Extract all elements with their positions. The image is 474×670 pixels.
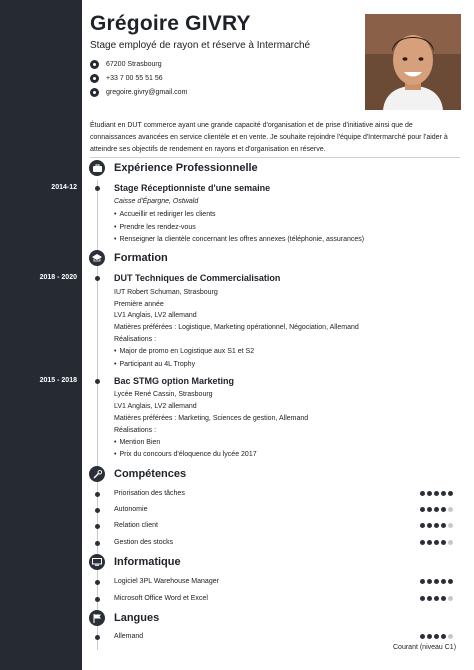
timeline-dot <box>95 276 100 281</box>
timeline-dot <box>95 508 100 513</box>
education-bullet: • Prix du concours d'éloquence du lycée 2017 <box>114 451 257 458</box>
education-line: Lycée René Cassin, Strasbourg <box>114 391 213 398</box>
education-bullet: • Major de promo en Logistique aux S1 et S2 <box>114 348 254 355</box>
skill-name: Priorisation des tâches <box>114 490 185 497</box>
education-line: IUT Robert Schuman, Strasbourg <box>114 289 218 296</box>
timeline-dot <box>95 597 100 602</box>
experience-bullet: • Accueillir et rediriger les clients <box>114 211 216 218</box>
email-icon <box>90 88 99 97</box>
rating-dot-filled <box>441 540 446 545</box>
timeline-dot <box>95 379 100 384</box>
graduation-cap-icon <box>89 250 105 266</box>
language-name: Allemand <box>114 633 144 640</box>
experience-organization: Caisse d'Épargne, Ostwald <box>114 198 199 205</box>
skill-rating <box>420 523 453 528</box>
timeline-dot <box>95 541 100 546</box>
education-line: Matières préférées : Logistique, Marketing opérationnel, Négociation, Allemand <box>114 324 359 331</box>
education-title: DUT Techniques de Commercialisation <box>114 273 281 283</box>
education-line: LV1 Anglais, LV2 allemand <box>114 403 197 410</box>
rating-dot-filled <box>427 596 432 601</box>
languages-section-title: Langues <box>114 612 160 624</box>
rating-dot-filled <box>420 507 425 512</box>
contact-location <box>90 60 162 69</box>
rating-dot-filled <box>434 540 439 545</box>
experience-section-title: Expérience Professionnelle <box>114 162 258 174</box>
rating-dot-filled <box>434 507 439 512</box>
divider <box>90 157 460 158</box>
it-skill-name: Logiciel 3PL Warehouse Manager <box>114 578 219 585</box>
job-target-title: Stage employé de rayon et réserve à Intermarché <box>90 40 311 51</box>
timeline-dot <box>95 492 100 497</box>
education-section-title: Formation <box>114 252 168 264</box>
rating-dot-empty <box>448 523 453 528</box>
rating-dot-filled <box>448 491 453 496</box>
rating-dot-filled <box>441 491 446 496</box>
skill-rating <box>420 491 453 496</box>
timeline-dot <box>95 580 100 585</box>
rating-dot-filled <box>420 523 425 528</box>
rating-dot-empty <box>448 507 453 512</box>
education-line: LV1 Anglais, LV2 allemand <box>114 312 197 319</box>
rating-dot-filled <box>441 634 446 639</box>
rating-dot-filled <box>434 634 439 639</box>
education-date: 2015 - 2018 <box>39 377 77 384</box>
rating-dot-filled <box>427 634 432 639</box>
skill-name: Gestion des stocks <box>114 539 174 546</box>
experience-bullet: • Prendre les rendez-vous <box>114 224 196 231</box>
it-skill-name: Microsoft Office Word et Excel <box>114 595 208 602</box>
rating-dot-filled <box>427 507 432 512</box>
rating-dot-filled <box>441 507 446 512</box>
it-skill-rating <box>420 579 453 584</box>
profile-photo <box>365 14 461 110</box>
rating-dot-filled <box>441 596 446 601</box>
rating-dot-filled <box>420 540 425 545</box>
contact-phone-text: +33 7 00 55 51 56 <box>106 75 163 82</box>
skill-rating <box>420 540 453 545</box>
rating-dot-empty <box>448 540 453 545</box>
experience-bullet: • Renseigner la clientèle concernant les offres annexes (téléphonie, assurances) <box>114 236 364 243</box>
rating-dot-filled <box>434 523 439 528</box>
experience-title: Stage Réceptionniste d'une semaine <box>114 183 271 193</box>
rating-dot-filled <box>420 634 425 639</box>
candidate-name: Grégoire GIVRY <box>90 12 251 35</box>
flag-icon <box>89 610 105 626</box>
skill-name: Relation client <box>114 522 158 529</box>
monitor-icon <box>89 554 105 570</box>
education-line: Réalisations : <box>114 336 157 343</box>
location-icon <box>90 60 99 69</box>
rating-dot-filled <box>434 579 439 584</box>
rating-dot-filled <box>420 596 425 601</box>
experience-date: 2014-12 <box>51 184 77 191</box>
rating-dot-filled <box>441 523 446 528</box>
education-line: Matières préférées : Marketing, Sciences de gestion, Allemand <box>114 415 309 422</box>
rating-dot-filled <box>434 596 439 601</box>
profile-summary: Étudiant en DUT commerce ayant une grande capacité d'organisation et de prise d'initiative ainsi que de connaissances avancées en service clientèle et en vente. Je souhaite rejoindre l'équipe d'Intermarché pour l'aider à atteindre ses objectifs de rendement en rayons et d'organisation en réserve. <box>90 122 448 153</box>
it-section-title: Informatique <box>114 556 181 568</box>
education-date: 2018 - 2020 <box>39 274 77 281</box>
timeline-dot <box>95 635 100 640</box>
skills-section-title: Compétences <box>114 468 187 480</box>
contact-phone <box>90 74 163 83</box>
language-rating <box>420 634 453 639</box>
education-bullet: • Mention Bien <box>114 439 160 446</box>
language-level: Courant (niveau C1) <box>393 644 457 651</box>
rating-dot-filled <box>420 491 425 496</box>
education-bullet: • Participant au 4L Trophy <box>114 361 195 368</box>
contact-email-text: gregoire.givry@gmail.com <box>106 89 188 96</box>
education-title: Bac STMG option Marketing <box>114 376 235 386</box>
rating-dot-filled <box>427 540 432 545</box>
contact-location-text: 67200 Strasbourg <box>106 61 162 68</box>
rating-dot-filled <box>427 579 432 584</box>
rating-dot-empty <box>448 634 453 639</box>
tools-icon <box>89 466 105 482</box>
rating-dot-filled <box>441 579 446 584</box>
rating-dot-empty <box>448 596 453 601</box>
contact-email <box>90 88 187 97</box>
rating-dot-filled <box>434 491 439 496</box>
timeline-dot <box>95 524 100 529</box>
rating-dot-filled <box>448 579 453 584</box>
timeline-dot <box>95 186 100 191</box>
rating-dot-filled <box>420 579 425 584</box>
it-skill-rating <box>420 596 453 601</box>
skill-rating <box>420 507 453 512</box>
rating-dot-filled <box>427 523 432 528</box>
sidebar <box>0 0 82 670</box>
briefcase-icon <box>89 160 105 176</box>
education-line: Première année <box>114 301 164 308</box>
rating-dot-filled <box>427 491 432 496</box>
education-line: Réalisations : <box>114 427 157 434</box>
phone-icon <box>90 74 99 83</box>
skill-name: Autonomie <box>114 506 148 513</box>
